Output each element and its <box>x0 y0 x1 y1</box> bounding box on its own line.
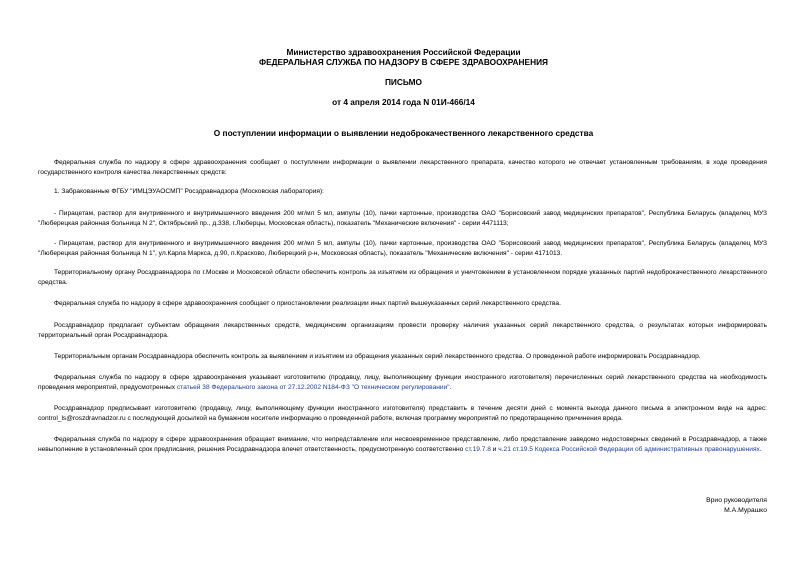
paragraph-territorial-withdrawal: Территориальным органам Росздравнадзора обеспечить контроль за выявлением и изъятием из обращения указанных серий лекарственного средства. О проведенной работе информировать Росздравнадзор. <box>54 353 701 360</box>
service-name: ФЕДЕРАЛЬНАЯ СЛУЖБА ПО НАДЗОРУ В СФЕРЕ ЗДРАВООХРАНЕНИЯ <box>259 57 548 67</box>
law-article-link[interactable]: статьей 38 Федерального закона от 27.12.2002 N184-ФЗ "О техническом регулировании" <box>176 384 450 391</box>
paragraph-liability-and: и <box>490 446 499 453</box>
paragraph-intro: Федеральная служба по надзору в сфере здравоохранения сообщает о поступлении информации о выявлении лекарственного препарата, качество которого не отвечает установленным требованиям, в ходе проведения государственного контроля качества лекарственных средств: <box>38 159 767 176</box>
signature-position: Врио руководителя <box>706 497 767 504</box>
code-article-link-2[interactable]: ч.21 ст.19.5 Кодекса Российской Федерации об административных правонарушениях <box>498 446 760 453</box>
paragraph-suspension: Федеральная служба по надзору в сфере здравоохранения сообщает о приостановлении реализации иных партий вышеуказанных серий лекарственного средства. <box>54 300 561 307</box>
paragraph-manufacturer-measures <box>38 373 767 393</box>
paragraph-item-1: - Пирацетам, раствор для внутривенного и внутримышечного введения 200 мг/мл 5 мл, ампулы (10), пачки картонные, производства ОАО "Борисовский завод медицинских препаратов", Республика Беларусь (владелец МУЗ "Люберецкая районная больница N 2", Октябрьский пр., д.338, г.Люберцы, Московская область), показатель "Механические включения" - серии 4471113; <box>38 210 767 227</box>
document-date-number: от 4 апреля 2014 года N 01И-466/14 <box>332 97 475 107</box>
paragraph-liability-end: . <box>759 446 762 453</box>
paragraph-manufacturer-text: Федеральная служба по надзору в сфере здравоохранения указывает изготовителю (продавцу, лицу, выполняющему функции иностранного изготовителя) перечисленных серий лекарственного средства на необходимость проведения мероприятий, предусмотренных <box>38 374 767 391</box>
code-article-link-1[interactable]: ст.19.7.8 <box>465 446 491 453</box>
document-subject: О поступлении информации о выявлении недоброкачественного лекарственного средства <box>213 128 594 138</box>
document-type: ПИСЬМО <box>384 77 423 87</box>
paragraph-liability-text: Федеральная служба по надзору в сфере здравоохранения обращает внимание, что непредставление или несвоевременное представление, либо представление заведомо недостоверных сведений в Росздравнадзор, а также невыполнение в установленный срок предписания, решения Росздравнадзора влечет ответственность, предусмотренную соответственно <box>38 436 767 453</box>
signature-name: М.А.Мурашко <box>724 507 767 514</box>
ministry-name: Министерство здравоохранения Российской Федерации <box>286 47 521 57</box>
paragraph-territorial-control: Территориальному органу Росздравнадзора по г.Москве и Московской области обеспечить контроль за изъятием из обращения и уничтожением в установленном порядке указанных партий недоброкачественного лекарственного средства. <box>38 269 767 286</box>
paragraph-check-proposal: Росздравнадзор предлагает субъектам обращения лекарственных средств, медицинским организациям провести проверку наличия указанных серий лекарственного средства, о результатах которых информировать территориальный орган Росздравнадзора. <box>38 322 767 339</box>
paragraph-manufacturer-end: . <box>449 384 452 391</box>
paragraph-rejected-header: 1. Забракованные ФГБУ "ИМЦЭУАОСМП" Росздравнадзора (Московская лаборатория): <box>54 188 324 195</box>
paragraph-item-2: - Пирацетам, раствор для внутривенного и внутримышечного введения 200 мг/мл 5 мл, ампулы (10), пачки картонные, производства ОАО "Борисовский завод медицинских препаратов", Республика Беларусь (владелец МУЗ "Люберецкая районная больница N 1", ул.Карла Маркса, д.90, п.Красково, Люберецкий р-н, Московская область), показатель "Механические включения" - серии 4171013. <box>38 240 767 257</box>
paragraph-prescription: Росздравнадзор предписывает изготовителю (продавцу, лицу, выполняющему функции иностранного изготовителя) представить в течение десяти дней с момента выхода данного письма в электронном виде на адрес: control_ls@roszdravnadzor.ru с последующей досылкой на бумажном носителе информацию о проведенной работе, включая программу мероприятий по предотвращению причинения вреда. <box>38 405 767 422</box>
paragraph-liability <box>38 435 767 455</box>
